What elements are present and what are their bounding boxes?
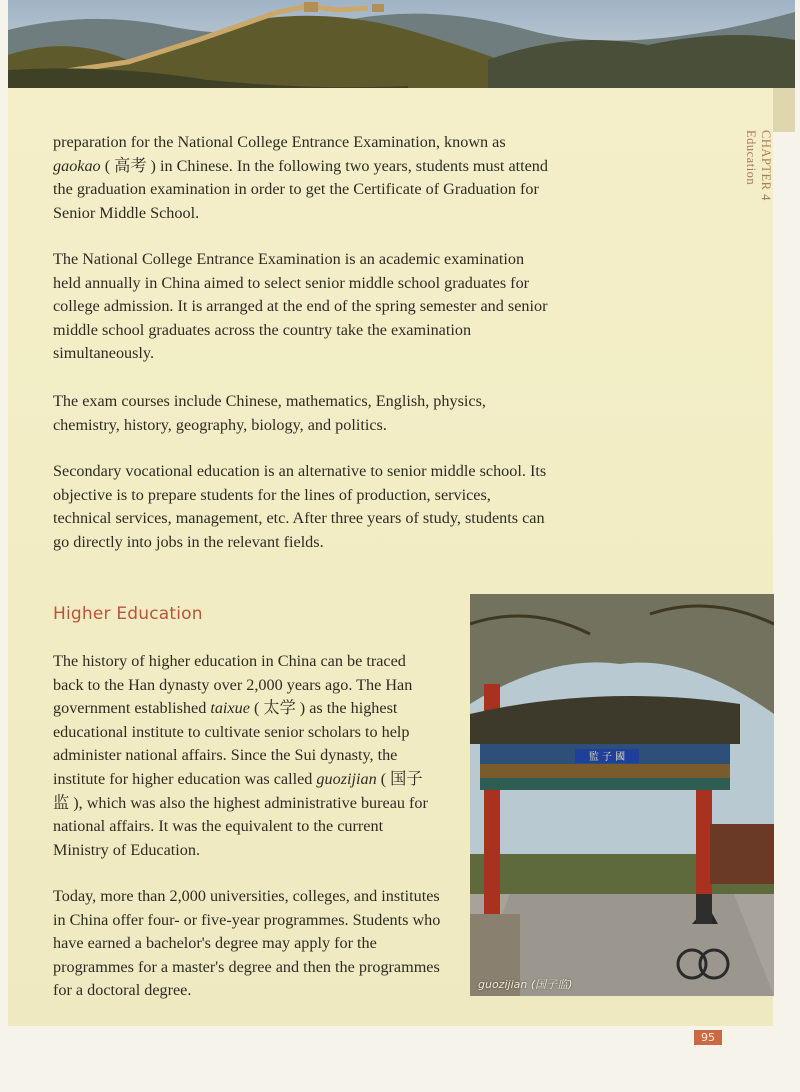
term-taixue: taixue: [210, 699, 250, 718]
term-gaokao: gaokao: [53, 156, 101, 175]
chinese-term: ( 国子监 ),: [53, 769, 423, 812]
page-number: 95: [694, 1030, 722, 1045]
section-heading: Higher Education: [53, 604, 203, 624]
great-wall-banner-photo: [8, 0, 795, 96]
guozijian-gate-photo: [470, 594, 774, 996]
text-run: preparation for the National College Entrance Examination, known as: [53, 133, 506, 151]
text-run: The history of higher education in China can be traced back to the Han dynasty over 2,000 years ago. The Han government established: [53, 652, 413, 718]
photo-caption: guozijian (国子监): [478, 978, 573, 991]
text-run: as the highest educational institute to cultivate senior scholars to help administer national affairs. Since the Sui dynasty, the institute for higher education was called: [53, 699, 410, 788]
paragraph-text: The National College Entrance Examination is an academic examination held annually in China aimed to select senior middle school graduates for college admission. It is arranged at the end of the spring semester and senior middle school graduates across the country take the examination simultaneously.: [53, 250, 548, 363]
margin-strip: [773, 88, 795, 132]
chapter-tab: [738, 130, 778, 200]
paragraph-gaokao: [53, 131, 553, 225]
chapter-label: CHAPTER 4: [759, 130, 773, 201]
paragraph-text: The exam courses include Chinese, mathematics, English, physics, chemistry, history, geography, biology, and politics.: [53, 392, 486, 434]
term-guozijian: guozijian: [316, 769, 377, 788]
paragraph-entrance-exam: [53, 248, 553, 366]
chinese-term: ( 太学 ): [249, 699, 310, 718]
text-run: which was also the highest administrative bureau for national affairs. It was the equivalent to the current Ministry of Education.: [53, 793, 428, 859]
paragraph-history: [53, 650, 433, 862]
gate-sign-text: 監 子 國: [588, 752, 626, 763]
chapter-title: Education: [744, 130, 758, 186]
paragraph-text: Today, more than 2,000 universities, colleges, and institutes in China offer four- or five-year programmes. Students who have earned a bachelor's degree may apply for the programmes for a master's degree and then the programmes for a doctoral degree.: [53, 887, 441, 1000]
paragraph-exam-courses: [53, 390, 553, 437]
paragraph-text: Secondary vocational education is an alternative to senior middle school. Its objective is to prepare students for the lines of production, services, technical services, management, etc. After three years of study, students can go directly into jobs in the relevant fields.: [53, 462, 547, 551]
text-run: in Chinese. In the following two years, students must attend the graduation examination in order to get the Certificate of Graduation for Senior Middle School.: [53, 156, 548, 222]
paragraph-today: [53, 885, 453, 1003]
chinese-term: ( 高考 ): [100, 156, 160, 175]
paragraph-vocational: [53, 460, 553, 554]
